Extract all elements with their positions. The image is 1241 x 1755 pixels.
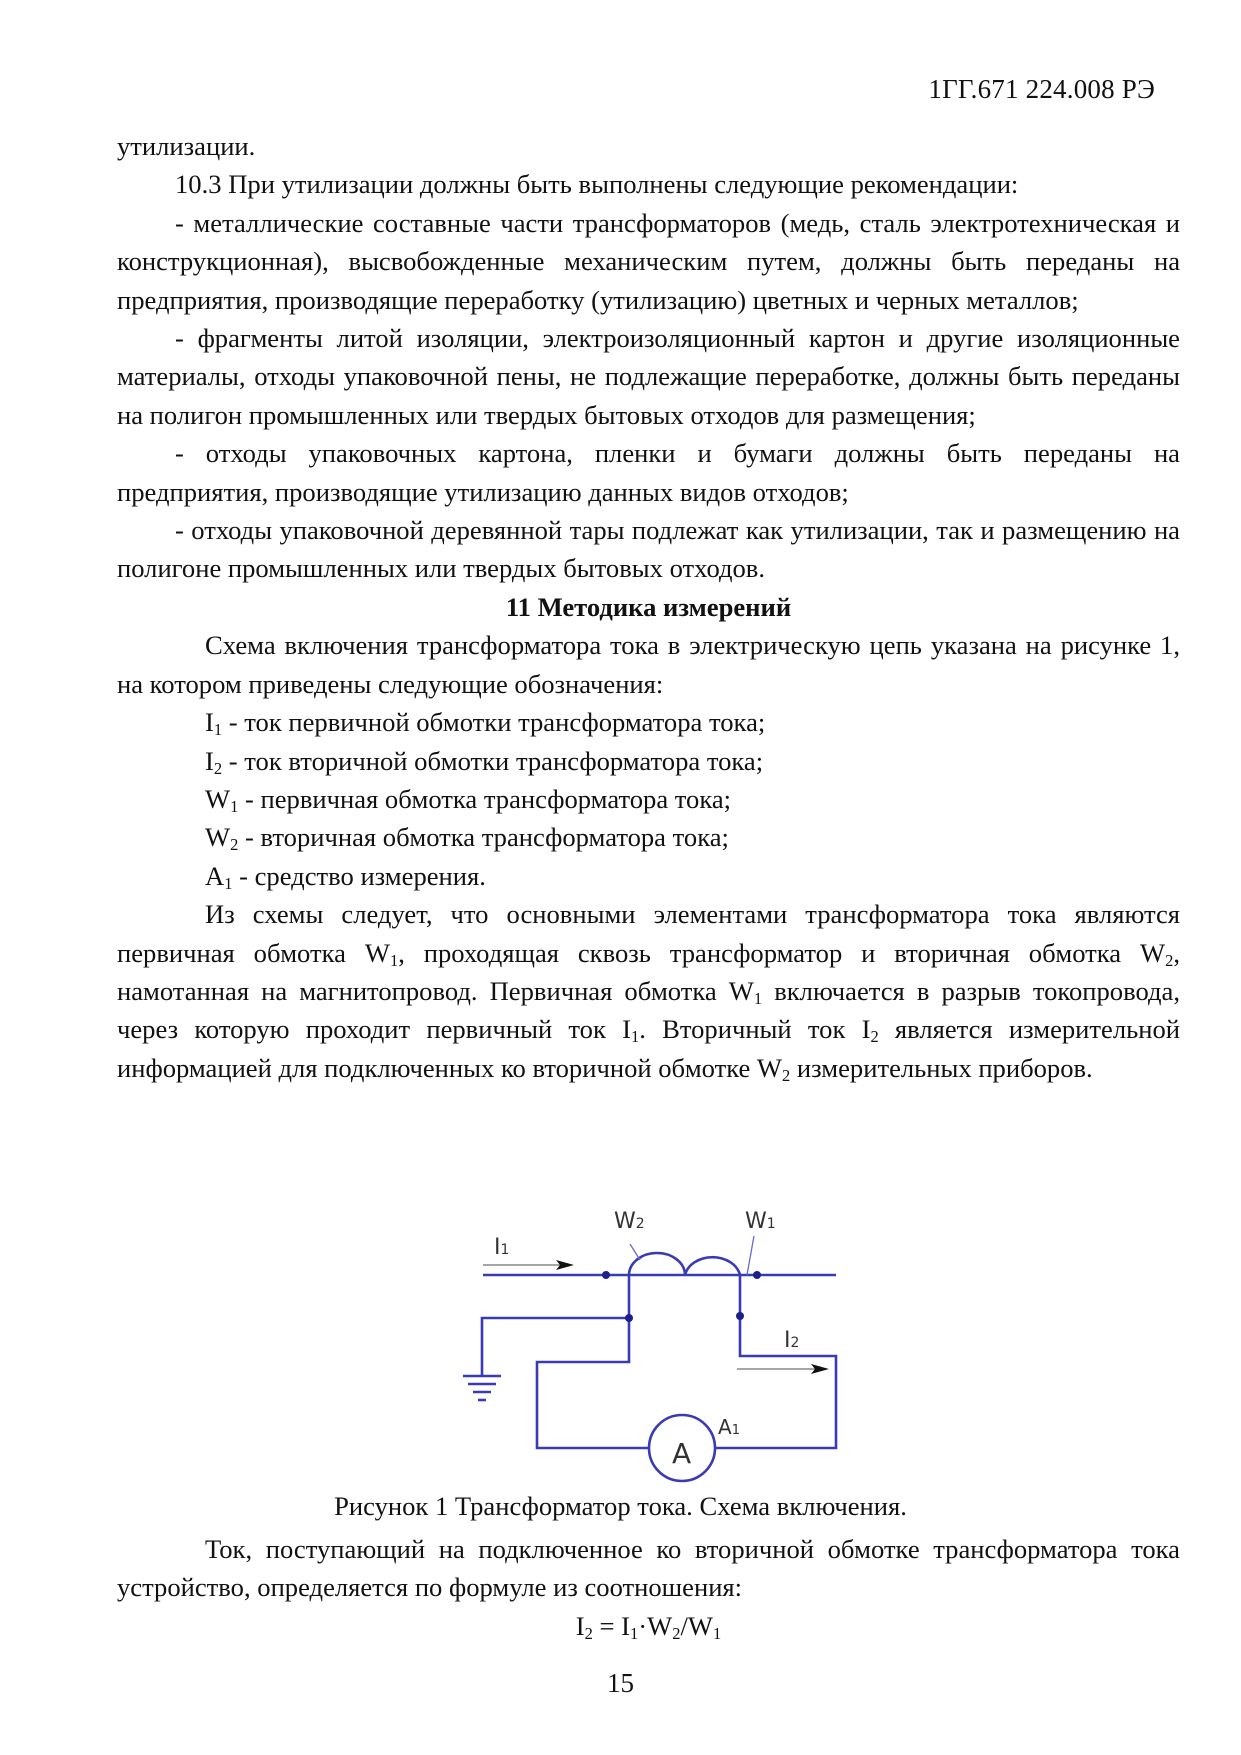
formula-section [117, 1530, 1180, 1645]
list-item-wooden-containers: - отходы упаковочной деревянной тары подлежат как утилизации, так и размещению на полигоне промышленных или твердых бытовых отходов. [117, 515, 1180, 584]
paragraph-10-3: 10.3 При утилизации должны быть выполнены следующие рекомендации: [175, 169, 1019, 200]
secondary-winding-coil [629, 1253, 740, 1275]
svg-text:A: A [672, 1437, 692, 1470]
legend-item-i2: $I_2$ - ток вторичной обмотки трансформатора тока; [205, 745, 764, 778]
arrow-icon-i2 [737, 1364, 829, 1374]
legend-item-w2: $W_2$ - вторичная обмотка трансформатора тока; [205, 822, 729, 855]
svg-text:W1: W1 [745, 1209, 776, 1234]
arrow-icon-i1 [483, 1260, 574, 1270]
list-item-packaging: - отходы упаковочных картона, пленки и бумаги должны быть переданы на предприятия, производящие утилизацию данных видов отходов; [117, 438, 1180, 507]
svg-text:W2: W2 [614, 1209, 645, 1234]
explanation-paragraph: Из схемы следует, что основными элементами трансформатора тока являются первичная обмотка $W_1$, проходящая сквозь трансформатор и вторичная обмотка $W_2$, намотанная на магнитопровод. Первичная обмотка $W_1$ включается в разрыв токопровода, через которую проходит первичный ток $I_1$. Вторичный ток $I_2$ является измерительной информацией для подключенных ко вторичной обмотке $W_2$ измерительных приборов. [117, 899, 1180, 1085]
legend-item-w1: $W_1$ - первичная обмотка трансформатора тока; [205, 783, 732, 817]
section-title: 11 Методика измерений [505, 591, 792, 622]
svg-text:I1: I1 [494, 1235, 510, 1260]
legend-item-i1: $I_1$ - ток первичной обмотки трансформатора тока; [205, 707, 766, 740]
document-code-header: 1ГГ.671 224.008 РЭ [928, 74, 1155, 104]
list-item-metal-parts: - металлические составные части трансформаторов (медь, сталь электротехническая и конструкционная), высвобожденные механическим путем, должны быть переданы на предприятия, производящие переработку (утилизацию) цветных и черных металлов; [117, 207, 1180, 315]
junction-dots [602, 1271, 761, 1322]
page-number: 15 [607, 1668, 634, 1698]
svg-text:A1: A1 [718, 1415, 740, 1439]
current-transformer-diagram [460, 1205, 850, 1490]
svg-text:I2: I2 [784, 1328, 800, 1353]
legend-item-a1: $A_1$ - средство измерения. [205, 860, 486, 893]
list-item-insulation: - фрагменты литой изоляции, электроизоляционный картон и другие изоляционные материалы, отходы упаковочной пены, не подлежащие переработке, должны быть переданы на полигон промышленных или твердых бытовых отходов для размещения; [117, 323, 1180, 430]
document-body [117, 127, 1180, 1087]
figure-caption: Рисунок 1 Трансформатор тока. Схема включения. [334, 1491, 907, 1521]
formula-intro: Ток, поступающий на подключенное ко вторичной обмотке трансформатора тока устройство, определяется по формуле из соотношения: [117, 1534, 1180, 1603]
section-intro: Схема включения трансформатора тока в электрическую цепь указана на рисунке 1, на котором приведены следующие обозначения: [117, 630, 1180, 699]
formula: $I_2 = I_1\cdot W_2/W_1$ [575, 1610, 722, 1643]
paragraph-continuation: утилизации. [117, 131, 256, 161]
